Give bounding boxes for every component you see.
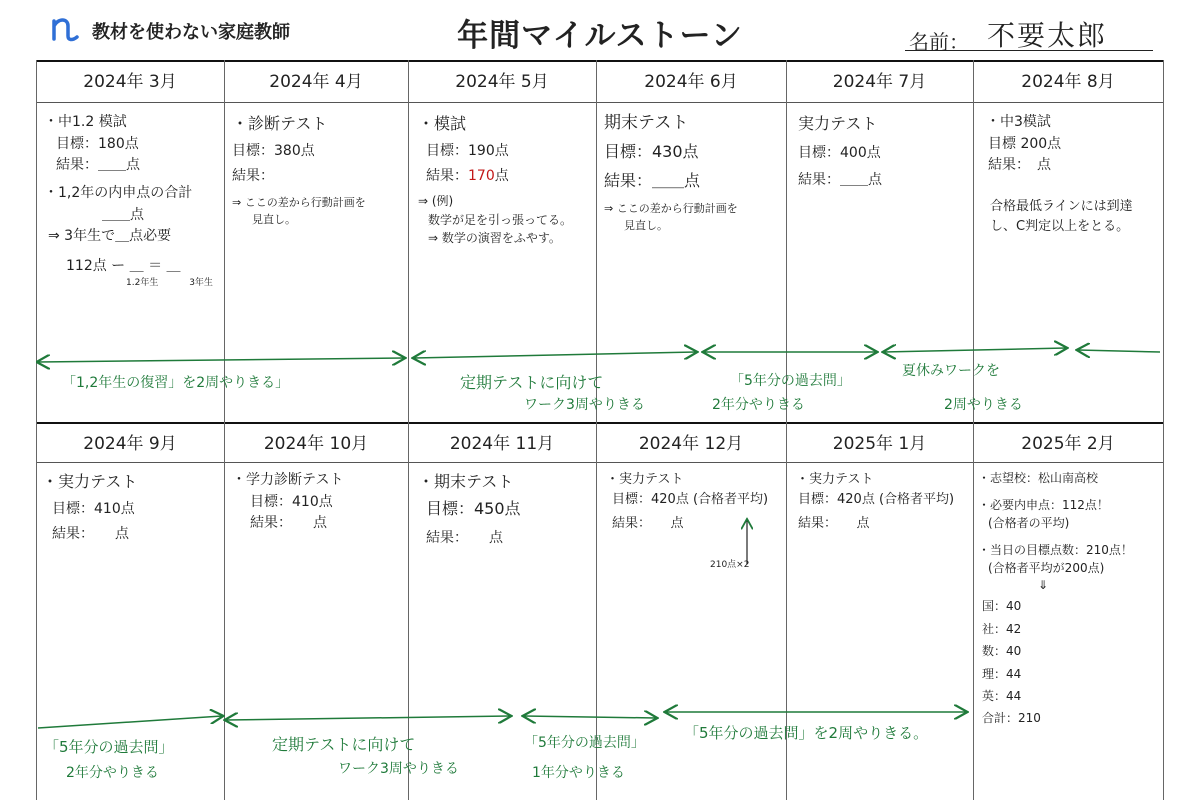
plan-note: 「5年分の過去問」 — [730, 373, 851, 389]
cell-line: ⇒ ここの差から行動計画を — [604, 201, 738, 215]
plan-note: ワーク3周やりきる — [524, 397, 645, 413]
cell-line: ・志望校：松山南高校 — [978, 471, 1099, 485]
cell-line: 結果： 点 — [250, 515, 327, 532]
cell-line: ・中3模試 — [986, 114, 1051, 130]
cell-line: 目標：190点 — [426, 142, 509, 159]
plan-note: 定期テストに向けて — [460, 373, 604, 392]
cell-line: 結果： 点 — [52, 526, 129, 543]
plan-note: 夏休みワークを — [902, 363, 1000, 379]
plan-note: 定期テストに向けて — [272, 735, 416, 754]
plan-arrow — [38, 358, 404, 362]
month-header: 2024年 11月 — [449, 434, 555, 454]
month-header: 2024年 12月 — [638, 434, 744, 454]
cell-line: ・1,2年の内申点の合計 — [44, 185, 193, 202]
cell-line: 期末テスト — [604, 113, 689, 133]
cell-line: 目標 200点 — [988, 135, 1062, 152]
cell-line: ＿＿点 — [102, 206, 144, 223]
cell-line: 結果：＿＿点 — [798, 172, 882, 189]
cell-line: ⇒ 3年生で＿点必要 — [48, 228, 172, 245]
cell-line: 結果： 点 — [798, 516, 870, 532]
cell-line: 結果： — [426, 168, 468, 185]
month-header: 2024年 8月 — [1021, 72, 1115, 92]
cell-line: ・当日の目標点数：210点！ — [978, 543, 1133, 558]
plan-note: 2年分やりきる — [66, 765, 159, 781]
cell-line: 目標：180点 — [56, 135, 139, 152]
cell-line: 目標：430点 — [604, 142, 699, 162]
cell-line: 目標：400点 — [798, 144, 881, 161]
month-header: 2024年 10月 — [263, 434, 369, 454]
month-header: 2024年 7月 — [832, 72, 927, 92]
cell-line: し、C判定以上をとる。 — [990, 219, 1130, 235]
page-title: 年間マイルストーン — [457, 18, 743, 54]
month-header: 2024年 6月 — [644, 72, 738, 92]
cell-line: 210点×2 — [710, 560, 750, 570]
cell-line: ・実力テスト — [42, 472, 138, 491]
cell-line: (合格者平均が200点) — [988, 560, 1105, 575]
cell-line: ⇓ — [1038, 577, 1049, 592]
cell-line: 数：40 — [982, 644, 1022, 659]
cell-line: 点 — [494, 168, 509, 185]
plan-arrows — [36, 60, 1164, 800]
plan-arrow — [1078, 350, 1160, 352]
cell-line: 実力テスト — [798, 114, 878, 133]
plan-note: 「5年分の過去問」を2周やりきる。 — [684, 724, 929, 742]
plan-arrow — [884, 348, 1066, 352]
month-header: 2024年 5月 — [455, 72, 549, 92]
cell-line: ⇒ ここの差から行動計画を — [232, 196, 366, 210]
cell-line: 目標：420点 (合格者平均) — [798, 492, 955, 508]
cell-line: 目標：410点 — [52, 500, 135, 517]
cell-line: 1.2年生 — [126, 277, 159, 288]
cell-line: ・診断テスト — [232, 114, 328, 133]
cell-line: 英：44 — [982, 688, 1022, 703]
cell-line: 見直し。 — [624, 218, 668, 232]
cell-line: ・期末テスト — [418, 472, 514, 491]
cell-line: ・中1.2 模試 — [44, 114, 127, 130]
plan-note: ワーク3周やりきる — [338, 761, 459, 777]
plan-arrow — [226, 716, 510, 720]
cell-line: 結果：＿＿点 — [604, 171, 701, 191]
cell-line: ・模試 — [418, 114, 467, 133]
name-field — [905, 12, 1153, 52]
cell-line: ・実力テスト — [606, 472, 684, 487]
name-underline — [905, 50, 1153, 51]
cell-line: 結果： — [232, 168, 274, 185]
cell-line: 数学が足を引っ張ってる。 — [428, 212, 573, 227]
brand-name: 教材を使わない家庭教師 — [92, 22, 290, 43]
cell-line: 合計：210 — [982, 711, 1041, 726]
month-header: 2025年 1月 — [832, 434, 927, 454]
plan-note: 1年分やりきる — [532, 765, 625, 781]
plan-note: 2周やりきる — [944, 397, 1023, 413]
cell-line: 結果： 点 — [988, 157, 1051, 174]
cell-line: 国：40 — [982, 599, 1022, 614]
cell-line: ⇒ 数学の演習をふやす。 — [428, 231, 561, 246]
cell-line: 結果： 点 — [612, 516, 684, 532]
cell-line: ・実力テスト — [796, 472, 874, 487]
cell-line: 結果： 点 — [426, 529, 503, 546]
name-value: 不要太郎 — [987, 19, 1108, 52]
cell-line: 結果：＿＿点 — [56, 157, 140, 174]
page-header — [0, 0, 1200, 60]
month-header: 2024年 9月 — [83, 434, 177, 454]
plan-note: 2年分やりきる — [712, 397, 805, 413]
plan-arrow — [38, 716, 222, 728]
plan-arrow — [414, 352, 696, 358]
cell-line: 目標：450点 — [426, 498, 521, 518]
cell-line: 合格最低ラインには到達 — [990, 199, 1133, 215]
cell-line: 見直し。 — [252, 213, 296, 227]
cell-line: 社：42 — [982, 621, 1022, 636]
result-score: 170 — [468, 168, 495, 185]
name-label: 名前： — [909, 30, 969, 54]
month-header: 2024年 4月 — [269, 72, 363, 92]
cell-line: 目標：410点 — [250, 493, 333, 510]
cell-line: 目標：380点 — [232, 142, 315, 159]
cell-line: (合格者の平均) — [988, 515, 1070, 530]
plan-note: 「1,2年生の復習」を2周やりきる」 — [62, 375, 290, 391]
cell-line: 理：44 — [982, 666, 1022, 681]
cell-line: 112点 ー ＿ ＝ ＿ — [66, 258, 181, 275]
cell-line: 目標：420点 (合格者平均) — [612, 492, 769, 508]
month-header: 2024年 3月 — [83, 72, 177, 92]
cell-line: ⇒ (例) — [418, 194, 454, 209]
cell-line: ・必要内申点：112点！ — [978, 498, 1109, 513]
cell-line: 3年生 — [189, 277, 213, 288]
milestone-table — [36, 60, 1164, 800]
plan-arrow — [524, 716, 656, 718]
plan-note: 「5年分の過去問」 — [524, 735, 645, 751]
month-header: 2025年 2月 — [1021, 434, 1115, 454]
plan-note: 「5年分の過去問」 — [44, 738, 174, 756]
cell-line: ・学力診断テスト — [232, 472, 344, 488]
